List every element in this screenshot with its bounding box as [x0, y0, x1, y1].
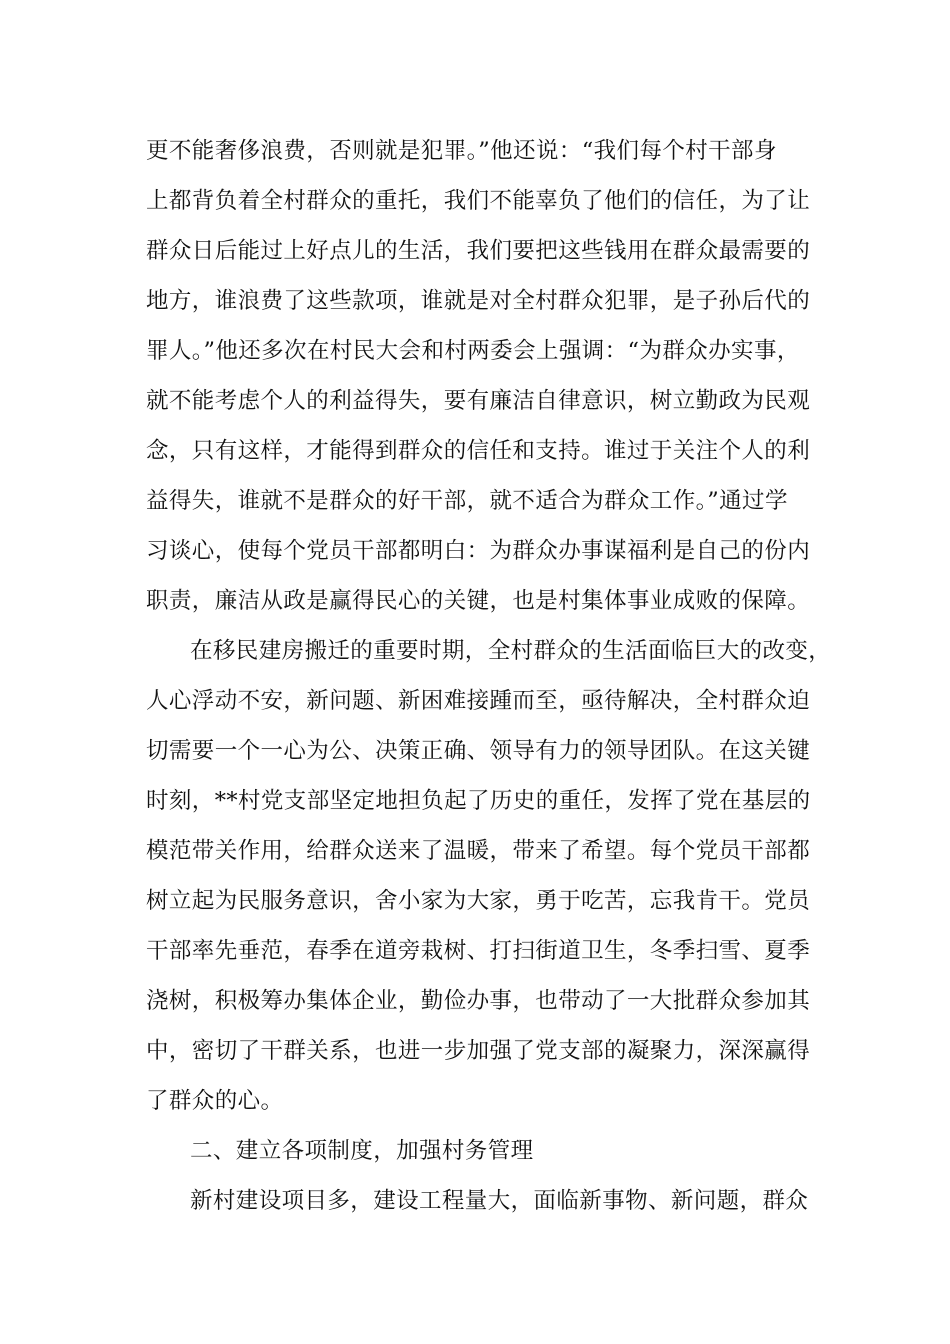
text-line: 群众日后能过上好点儿的生活，我们要把这些钱用在群众最需要的: [146, 238, 811, 264]
text-line: 上都背负着全村群众的重托，我们不能辜负了他们的信任，为了让: [146, 188, 811, 214]
text-line: 时刻，**村党支部坚定地担负起了历史的重任，发挥了党在基层的: [146, 788, 811, 814]
text-line: 益得失，谁就不是群众的好干部，就不适合为群众工作。”通过学: [146, 488, 788, 514]
paragraph-first-line: 在移民建房搬迁的重要时期，全村群众的生活面临巨大的改变，: [190, 638, 832, 664]
text-line: 职责，廉洁从政是赢得民心的关键，也是村集体事业成败的保障。: [146, 588, 811, 614]
text-line: 念，只有这样，才能得到群众的信任和支持。谁过于关注个人的利: [146, 438, 811, 464]
section-heading: 二、建立各项制度，加强村务管理: [190, 1138, 534, 1164]
text-line: 树立起为民服务意识，舍小家为大家，勇于吃苦，忘我肯干。党员: [146, 888, 811, 914]
text-line: 切需要一个一心为公、决策正确、领导有力的领导团队。在这关键: [146, 738, 811, 764]
text-line: 了群众的心。: [146, 1088, 284, 1114]
text-line: 中，密切了干群关系，也进一步加强了党支部的凝聚力，深深赢得: [146, 1038, 811, 1064]
text-line: 罪人。”他还多次在村民大会和村两委会上强调：“为群众办实事，: [146, 338, 800, 364]
text-line: 干部率先垂范，春季在道旁栽树、打扫街道卫生，冬季扫雪、夏季: [146, 938, 811, 964]
text-line: 模范带关作用，给群众送来了温暖，带来了希望。每个党员干部都: [146, 838, 811, 864]
text-line: 浇树，积极筹办集体企业，勤俭办事，也带动了一大批群众参加其: [146, 988, 811, 1014]
text-line: 人心浮动不安，新问题、新困难接踵而至，亟待解决，全村群众迫: [146, 688, 811, 714]
text-line: 更不能奢侈浪费，否则就是犯罪。”他还说：“我们每个村干部身: [146, 138, 777, 164]
paragraph-first-line: 新村建设项目多，建设工程量大，面临新事物、新问题，群众: [190, 1188, 809, 1214]
text-line: 就不能考虑个人的利益得失，要有廉洁自律意识，树立勤政为民观: [146, 388, 811, 414]
text-line: 习谈心，使每个党员干部都明白：为群众办事谋福利是自己的份内: [146, 538, 811, 564]
text-line: 地方，谁浪费了这些款项，谁就是对全村群众犯罪，是子孙后代的: [146, 288, 811, 314]
